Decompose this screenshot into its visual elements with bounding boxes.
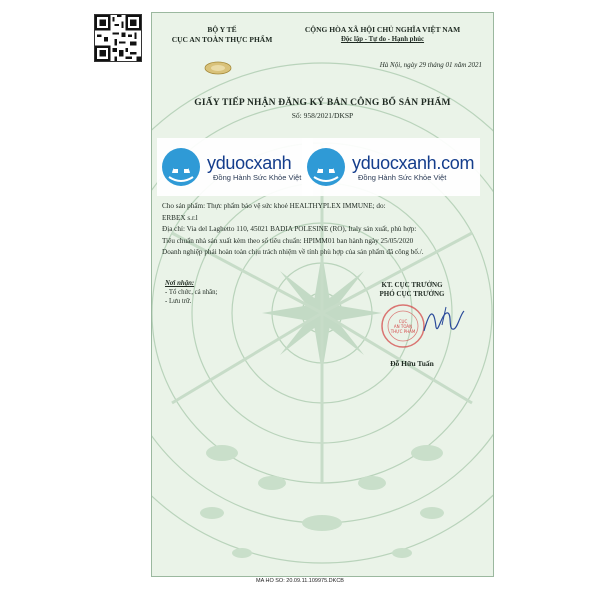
watermark-logo xyxy=(302,138,480,196)
signer-name: Đỗ Hữu Tuấn xyxy=(390,359,434,368)
signature-block xyxy=(342,281,482,299)
watermark-domain: yduocxanh.com xyxy=(352,152,475,173)
svg-text:CỤC: CỤC xyxy=(398,319,408,324)
recipient-item: - Tổ chức, cá nhân; xyxy=(165,289,218,296)
recipient-item: - Lưu trữ. xyxy=(165,298,192,305)
body-line: Địa chỉ: Via del Laghetto 110, 45021 BADIA POLESINE (RO), Italy sản xuất, phù hợp: xyxy=(162,225,417,233)
agency-name: CỤC AN TOÀN THỰC PHẨM xyxy=(171,35,273,44)
pharmacy-logo-icon xyxy=(161,147,201,187)
body-line: Tiêu chuẩn nhà sản xuất kèm theo số tiêu chuẩn: HPIMM01 ban hành ngày 25/05/2020 xyxy=(162,236,414,245)
watermark-brand: yduocxanh xyxy=(207,152,292,173)
signer-role-secondary: PHÓ CỤC TRƯỞNG xyxy=(379,290,445,298)
issuing-agency xyxy=(162,25,282,45)
place-date: Hà Nội, ngày 29 tháng 01 năm 2021 xyxy=(379,61,482,69)
handwritten-signature-icon xyxy=(418,301,468,341)
record-code: MA HO SO: 20.09.11.109975.DKCB xyxy=(256,578,344,584)
svg-text:THỰC PHẨM: THỰC PHẨM xyxy=(390,329,416,334)
certificate-document xyxy=(151,12,494,577)
body-line: Cho sản phẩm: Thực phẩm bảo vệ sức khoẻ HEALTHYPLEX IMMUNE; do: xyxy=(162,202,386,210)
recipients-label: Nơi nhận: xyxy=(165,280,195,287)
qr-code xyxy=(94,14,142,62)
watermark-tagline: Đồng Hành Sức Khỏe Việt xyxy=(358,172,447,182)
republic-name: CỘNG HÒA XÃ HỘI CHỦ NGHĨA VIỆT NAM xyxy=(304,25,461,34)
watermark-tagline: Đồng Hành Sức Khỏe Việt xyxy=(213,172,302,182)
agency-emblem-icon xyxy=(204,61,232,75)
document-number: Số: 958/2021/DKSP xyxy=(291,111,354,120)
svg-text:AN TOÀN: AN TOÀN xyxy=(393,324,413,329)
document-body xyxy=(162,201,490,259)
ministry-name: BỘ Y TẾ xyxy=(207,25,237,34)
body-line: ERBEX s.r.l xyxy=(162,213,198,222)
pharmacy-logo-icon xyxy=(306,147,346,187)
body-line: Doanh nghiệp phải hoàn toàn chịu trách nhiệm về tính phù hợp của sản phẩm đã công bố./. xyxy=(162,248,424,256)
document-title: GIẤY TIẾP NHẬN ĐĂNG KÝ BẢN CÔNG BỐ SẢN PHẨM xyxy=(194,98,451,108)
national-header xyxy=(280,25,485,45)
national-motto: Độc lập - Tự do - Hạnh phúc xyxy=(340,36,425,43)
recipients xyxy=(165,279,305,306)
signer-role-primary: KT. CỤC TRƯỞNG xyxy=(381,281,443,289)
watermark-logo xyxy=(157,138,313,196)
